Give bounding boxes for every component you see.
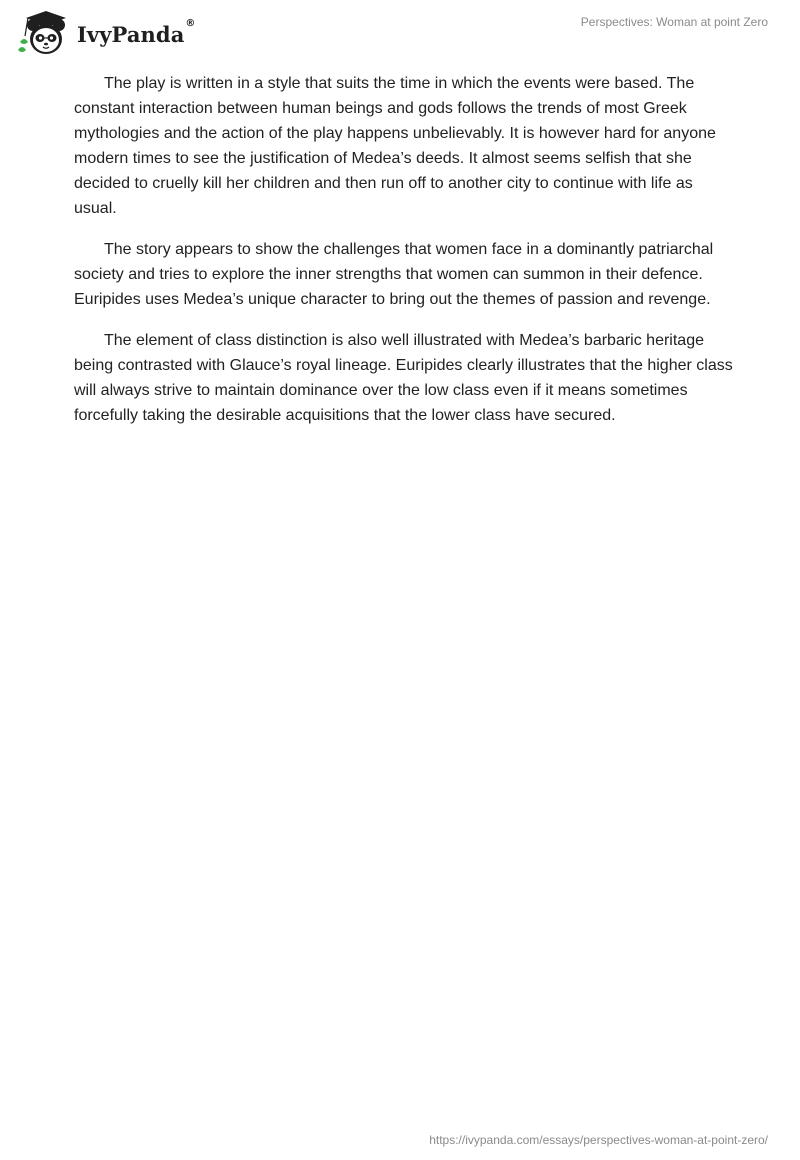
source-url[interactable]: https://ivypanda.com/essays/perspectives-woman-at-point-zero/ [429, 1133, 768, 1147]
paragraph: The play is written in a style that suits the time in which the events were based. The constant interaction between human beings and gods follows the trends of most Greek mythologies and the action of the play happens unbelievably. It is however hard for anyone modern times to see the justification of Medea’s deeds. It almost seems selfish that she decided to cruelly kill her children and then run off to another city to continue with life as usual. [74, 75, 716, 217]
logo-wordmark: IvyPanda [77, 21, 185, 47]
paragraph: The story appears to show the challenges that women face in a dominantly patriarchal society and tries to explore the inner strengths that women can summon in their defence. Euripides uses Medea’s unique character to bring out the themes of passion and revenge. [74, 241, 714, 308]
essay-body [74, 71, 734, 444]
ivypanda-logo[interactable] [14, 8, 195, 58]
running-title: Perspectives: Woman at point Zero [580, 15, 768, 29]
panda-graduate-icon [14, 8, 76, 58]
page-header [0, 0, 800, 62]
paragraph: The element of class distinction is also well illustrated with Medea’s barbaric heritage being contrasted with Glauce’s royal lineage. Euripides clearly illustrates that the higher class will always strive to maintain dominance over the low class even if it means sometimes forcefully taking the desirable acquisitions that the lower class have secured. [74, 332, 733, 424]
registered-mark: ® [185, 17, 196, 29]
